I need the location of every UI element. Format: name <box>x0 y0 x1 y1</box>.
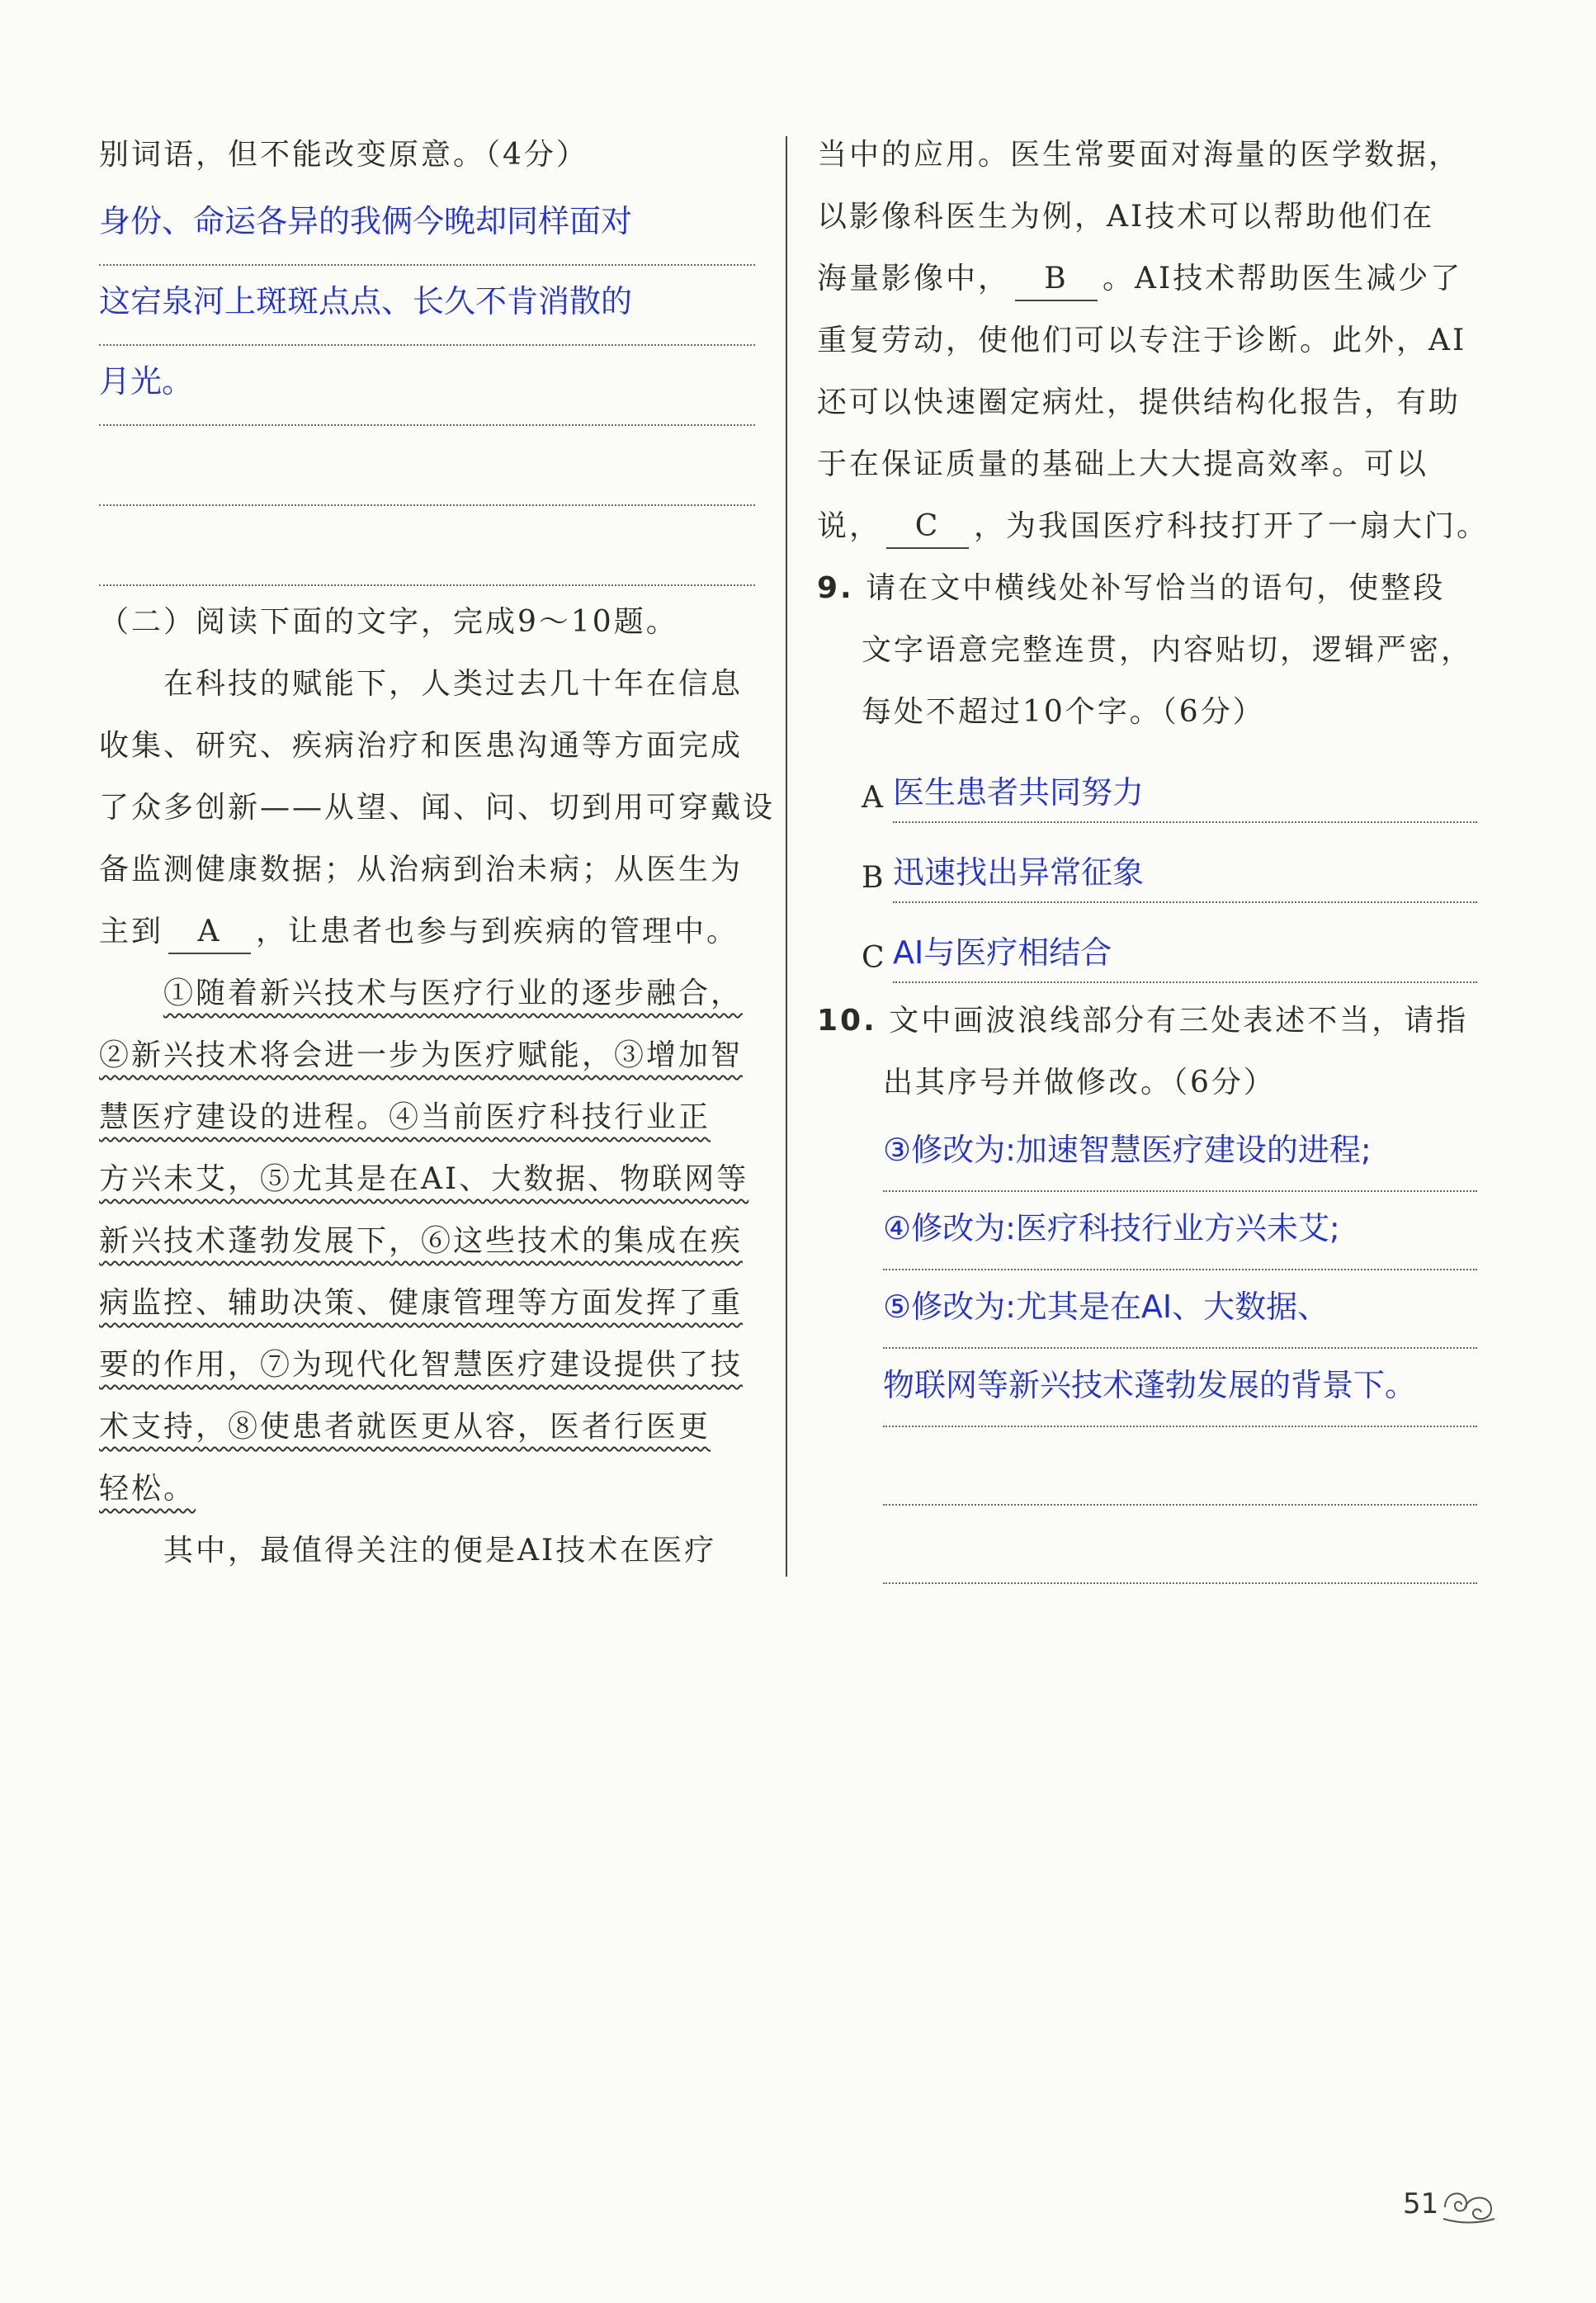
blank-a-suffix: ，让患者也参与到疾病的管理中。 <box>256 915 739 948</box>
wavy-line: ②新兴技术将会进一步为医疗赋能，③增加智 <box>99 1038 744 1072</box>
question-10 <box>817 990 1477 1052</box>
wavy-line: 新兴技术蓬勃发展下，⑥这些技术的集成在疾 <box>99 1224 744 1258</box>
q9-answer-c <box>862 903 1477 983</box>
q10-answer-line: ⑤修改为:尤其是在AI、大数据、 <box>883 1270 1477 1349</box>
answer-blank-line <box>883 1427 1477 1506</box>
passage-line: 其中，最值得关注的便是AI技术在医疗 <box>163 1534 717 1568</box>
passage-line: 了众多创新——从望、闻、问、切到用可穿戴设 <box>99 791 776 825</box>
swirl-ornament-icon <box>1440 2179 1498 2229</box>
answer-text: AI与医疗相结合 <box>893 924 1477 983</box>
q10-answer-line: ③修改为:加速智慧医疗建设的进程; <box>883 1114 1477 1192</box>
passage-line: 当中的应用。医生常要面对海量的医学数据， <box>817 138 1461 172</box>
q9-answer-b <box>862 823 1477 903</box>
q9-answer-a <box>862 743 1477 823</box>
answer-text: 迅速找出异常征象 <box>893 844 1477 903</box>
blank-b-prefix: 海量影像中， <box>817 262 1011 296</box>
answer-letter: C <box>862 941 885 975</box>
answer-blank-line <box>883 1506 1477 1584</box>
question-9-text: 文字语意完整连贯，内容贴切，逻辑严密， <box>862 633 1474 667</box>
passage-line: 于在保证质量的基础上大大提高效率。可以 <box>817 447 1429 481</box>
answer-letter: A <box>862 781 883 815</box>
blank-c: C <box>886 506 969 549</box>
answer-letter: B <box>862 861 884 895</box>
q8-answer-line: 月光。 <box>99 346 755 426</box>
question-10-text: 文中画波浪线部分有三处表述不当，请指 <box>889 1004 1469 1038</box>
q10-answer-line: 物联网等新兴技术蓬勃发展的背景下。 <box>883 1349 1477 1427</box>
blank-b-suffix: 。AI技术帮助医生减少了 <box>1103 262 1463 296</box>
wavy-line: 轻松。 <box>99 1472 196 1506</box>
section-title: （二）阅读下面的文字，完成9～10题。 <box>99 605 678 639</box>
blank-b: B <box>1015 258 1098 301</box>
wavy-line: ①随着新兴技术与医疗行业的逐步融合， <box>163 977 744 1010</box>
passage-line-blank-c <box>817 495 1490 557</box>
wavy-line: 病监控、辅助决策、健康管理等方面发挥了重 <box>99 1286 744 1320</box>
left-column <box>99 124 776 1582</box>
q8-answer-line: 身份、命运各异的我俩今晚却同样面对 <box>99 186 755 266</box>
column-divider <box>786 136 787 1577</box>
question-9 <box>817 557 1477 619</box>
blank-c-suffix: ，为我国医疗科技打开了一扇大门。 <box>974 509 1490 543</box>
wavy-line: 要的作用，⑦为现代化智慧医疗建设提供了技 <box>99 1348 744 1382</box>
question-9-number: 9. <box>817 571 854 605</box>
passage-line-blank-a <box>99 901 755 962</box>
answer-blank-line <box>99 426 755 506</box>
answer-blank-line <box>99 506 755 586</box>
wavy-line: 慧医疗建设的进程。④当前医疗科技行业正 <box>99 1100 711 1134</box>
passage-line-blank-b <box>817 248 1477 310</box>
page-number: 51 <box>1403 2187 1439 2220</box>
passage-line: 还可以快速圈定病灶，提供结构化报告，有助 <box>817 385 1461 419</box>
question-9-text: 每处不超过10个字。（6分） <box>862 695 1265 729</box>
passage-line: 以影像科医生为例，AI技术可以帮助他们在 <box>817 200 1435 234</box>
blank-a: A <box>168 911 251 954</box>
passage-line: 重复劳动，使他们可以专注于诊断。此外，AI <box>817 324 1467 357</box>
blank-c-prefix: 说， <box>817 509 882 543</box>
question-10-number: 10. <box>817 1004 877 1038</box>
q10-answer-line: ④修改为:医疗科技行业方兴未艾; <box>883 1192 1477 1270</box>
question-9-text: 请在文中横线处补写恰当的语句，使整段 <box>866 571 1446 605</box>
question-10-text: 出其序号并做修改。（6分） <box>883 1066 1276 1099</box>
wavy-line: 方兴未艾，⑤尤其是在AI、大数据、物联网等 <box>99 1162 749 1196</box>
passage-line: 在科技的赋能下，人类过去几十年在信息 <box>163 667 744 701</box>
q8-tail: 别词语，但不能改变原意。（4分） <box>99 138 588 172</box>
answer-text: 医生患者共同努力 <box>893 764 1477 823</box>
blank-a-prefix: 主到 <box>99 915 164 948</box>
wavy-line: 术支持，⑧使患者就医更从容，医者行医更 <box>99 1410 711 1444</box>
passage-line: 备监测健康数据；从治病到治未病；从医生为 <box>99 853 744 887</box>
passage-line: 收集、研究、疾病治疗和医患沟通等方面完成 <box>99 729 744 763</box>
q8-answer-line: 这宕泉河上斑斑点点、长久不肯消散的 <box>99 266 755 346</box>
right-column <box>817 124 1490 1584</box>
